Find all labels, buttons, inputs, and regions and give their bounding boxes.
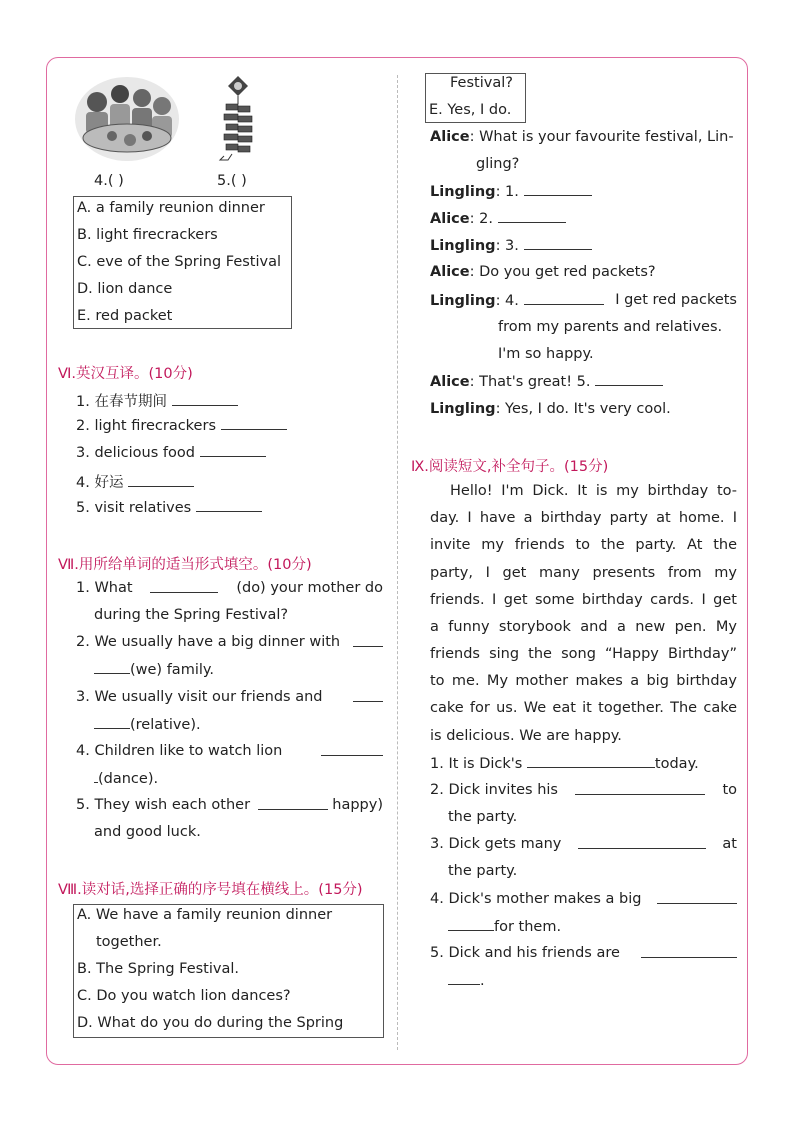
passage-line-2: day. I have a birthday party at home. I xyxy=(430,510,737,526)
answer-blank[interactable] xyxy=(94,716,130,729)
vii-item-3-cont: (relative). xyxy=(94,716,201,733)
vi-item-3: 3. delicious food xyxy=(76,444,266,461)
dialogue-line-6: Lingling: 4. I get red packets xyxy=(430,292,737,309)
vii-item-2-cont: (we) family. xyxy=(94,661,214,678)
dialogue-line-4: Lingling: 3. xyxy=(430,237,592,254)
picture-label-4: 4.( ) xyxy=(94,173,124,189)
passage-line-6: a funny storybook and a new pen. My xyxy=(430,619,737,635)
option-a: A. a family reunion dinner xyxy=(77,200,265,216)
passage-line-7: friends sing the song “Happy Birthday” xyxy=(430,646,737,662)
option-b: B. The Spring Festival. xyxy=(77,961,239,977)
options-box-viii xyxy=(73,904,384,1038)
answer-blank[interactable] xyxy=(524,237,592,250)
passage-line-5: friends. I get some birthday cards. I get xyxy=(430,592,737,608)
section-viii-title: Ⅷ.读对话,选择正确的序号填在横线上。(15分) xyxy=(58,882,363,898)
answer-blank[interactable] xyxy=(196,499,262,512)
options-box-viii-cont xyxy=(425,73,526,123)
answer-blank[interactable] xyxy=(128,474,194,487)
dialogue-line-2: Lingling: 1. xyxy=(430,183,592,200)
option-a: A. We have a family reunion dinner xyxy=(77,907,333,923)
vi-item-2: 2. light firecrackers xyxy=(76,417,287,434)
vi-item-4: 4. 好运 xyxy=(76,471,194,492)
ix-item-1: 1. It is Dick's today. xyxy=(430,756,699,772)
answer-blank[interactable] xyxy=(172,393,238,406)
dialogue-line-1: Alice: What is your favourite festival, Lin- xyxy=(430,129,734,145)
answer-blank[interactable] xyxy=(353,634,383,647)
answer-blank[interactable] xyxy=(595,373,663,386)
answer-blank[interactable] xyxy=(448,918,494,931)
passage-line-3: invite my friends to the party. At the xyxy=(430,537,737,553)
section-ix-title: Ⅸ.阅读短文,补全句子。(15分) xyxy=(411,459,609,475)
dialogue-line-7: Alice: That's great! 5. xyxy=(430,373,663,390)
answer-blank[interactable] xyxy=(578,836,706,849)
answer-blank[interactable] xyxy=(524,292,604,305)
vi-item-5: 5. visit relatives xyxy=(76,499,262,516)
ix-item-5-cont: . xyxy=(448,972,485,989)
option-b: B. light firecrackers xyxy=(77,227,218,243)
answer-blank[interactable] xyxy=(657,891,737,904)
dialogue-line-5: Alice: Do you get red packets? xyxy=(430,264,656,280)
option-e: E. red packet xyxy=(77,308,173,324)
ix-item-3-cont: the party. xyxy=(448,863,518,879)
dialogue-line-8: Lingling: Yes, I do. It's very cool. xyxy=(430,401,671,417)
answer-blank[interactable] xyxy=(353,689,383,702)
dialogue-line-6-cont-a: from my parents and relatives. xyxy=(498,319,723,335)
answer-blank[interactable] xyxy=(94,661,130,674)
option-c: C. eve of the Spring Festival xyxy=(77,254,281,270)
option-d: D. lion dance xyxy=(77,281,173,297)
vii-item-4: 4. Children like to watch lion xyxy=(76,743,383,759)
vii-item-5-cont: and good luck. xyxy=(94,824,201,840)
answer-blank[interactable] xyxy=(498,210,566,223)
passage-line-8: to me. My mother makes a big birthday xyxy=(430,673,737,689)
ix-item-2: 2. Dick invites his to xyxy=(430,782,737,798)
answer-blank[interactable] xyxy=(258,797,328,810)
vii-item-5: 5. They wish each other happy) xyxy=(76,797,383,813)
answer-blank[interactable] xyxy=(200,444,266,457)
answer-blank[interactable] xyxy=(448,972,480,985)
ix-item-4-cont: for them. xyxy=(448,918,561,935)
vii-item-2: 2. We usually have a big dinner with xyxy=(76,634,383,650)
firecrackers-picture xyxy=(218,74,262,162)
vii-item-4-cont: (dance). xyxy=(94,770,158,787)
ix-item-4: 4. Dick's mother makes a big xyxy=(430,891,737,907)
column-divider xyxy=(397,75,398,1050)
answer-blank[interactable] xyxy=(524,183,592,196)
dialogue-line-1-cont: gling? xyxy=(476,156,520,172)
answer-blank[interactable] xyxy=(221,417,287,430)
answer-blank[interactable] xyxy=(321,743,383,756)
section-vii-title: Ⅶ.用所给单词的适当形式填空。(10分) xyxy=(58,557,312,573)
ix-item-2-cont: the party. xyxy=(448,809,518,825)
option-a-cont: together. xyxy=(96,934,162,950)
answer-blank[interactable] xyxy=(641,945,737,958)
option-c: C. Do you watch lion dances? xyxy=(77,988,291,1004)
vi-item-1: 1. 在春节期间 xyxy=(76,390,238,411)
passage-line-10: is delicious. We are happy. xyxy=(430,728,622,744)
answer-blank[interactable] xyxy=(575,782,705,795)
options-box-v xyxy=(73,196,292,329)
ix-item-3: 3. Dick gets many at xyxy=(430,836,737,852)
answer-blank[interactable] xyxy=(150,580,218,593)
answer-blank[interactable] xyxy=(527,755,655,768)
vii-item-1: 1. What (do) your mother do xyxy=(76,580,383,596)
passage-line-1: Hello! I'm Dick. It is my birthday to- xyxy=(450,483,737,499)
section-vi-title: Ⅵ.英汉互译。(10分) xyxy=(58,366,193,382)
ix-item-5: 5. Dick and his friends are xyxy=(430,945,737,961)
vii-item-3: 3. We usually visit our friends and xyxy=(76,689,383,705)
passage-line-4: party, I get many presents from my xyxy=(430,565,737,581)
option-d-cont: Festival? xyxy=(450,75,513,91)
passage-line-9: cake for us. We eat it together. The cake xyxy=(430,700,737,716)
dialogue-line-3: Alice: 2. xyxy=(430,210,566,227)
option-d: D. What do you do during the Spring xyxy=(77,1015,344,1031)
option-e: E. Yes, I do. xyxy=(429,102,512,118)
dialogue-line-6-cont-b: I'm so happy. xyxy=(498,346,594,362)
family-dinner-picture xyxy=(72,74,182,164)
picture-label-5: 5.( ) xyxy=(217,173,247,189)
vii-item-1-cont: during the Spring Festival? xyxy=(94,607,289,623)
